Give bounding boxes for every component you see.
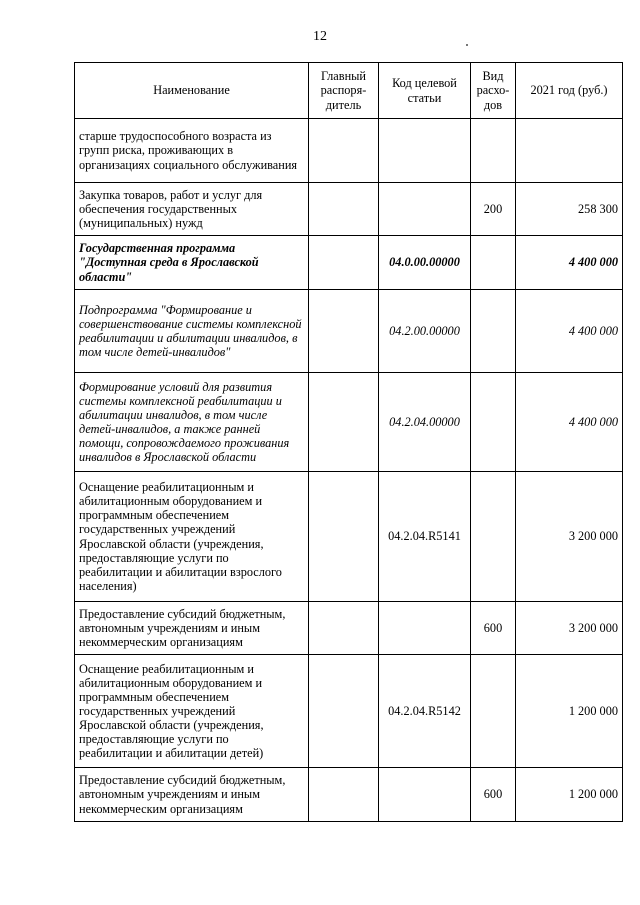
row-admin — [309, 768, 379, 822]
row-admin — [309, 373, 379, 472]
row-name: старше трудоспособного возраста из групп риска, проживающих в организациях социального обслуживания — [75, 119, 309, 183]
row-name: Предоставление субсидий бюджетным, автономным учреждениям и иным некоммерческим организациям — [75, 768, 309, 822]
row-code — [379, 183, 471, 236]
row-type — [471, 373, 516, 472]
row-name: Оснащение реабилитационным и абилитационным оборудованием и программным обеспечением государственных учреждений Ярославской области (учреждения, предоставляющие услуги по реабилитации и абилитации взрослого населения) — [75, 472, 309, 602]
row-amount: 3 200 000 — [516, 602, 623, 655]
row-type — [471, 236, 516, 290]
row-name: Формирование условий для развития системы комплексной реабилитации и абилитации инвалидов, в том числе детей-инвалидов, а также ранней помощи, сопровождаемого проживания инвалидов в Ярославской области — [75, 373, 309, 472]
table-row — [75, 655, 623, 768]
row-type: 600 — [471, 602, 516, 655]
row-type — [471, 290, 516, 373]
table-row — [75, 290, 623, 373]
row-code: 04.2.04.R5141 — [379, 472, 471, 602]
row-admin — [309, 183, 379, 236]
row-type: 600 — [471, 768, 516, 822]
header-name: Наименование — [75, 63, 309, 119]
row-name: Подпрограмма "Формирование и совершенствование системы комплексной реабилитации и абилитации инвалидов, в том числе детей-инвалидов" — [75, 290, 309, 373]
row-amount — [516, 119, 623, 183]
row-name: Оснащение реабилитационным и абилитационным оборудованием и программным обеспечением государственных учреждений Ярославской области (учреждения, предоставляющие услуги по реабилитации и абилитации детей) — [75, 655, 309, 768]
row-admin — [309, 236, 379, 290]
row-type — [471, 655, 516, 768]
row-name: Предоставление субсидий бюджетным, автономным учреждениям и иным некоммерческим организациям — [75, 602, 309, 655]
table-row — [75, 119, 623, 183]
row-code: 04.2.04.00000 — [379, 373, 471, 472]
table-row — [75, 472, 623, 602]
table-row — [75, 373, 623, 472]
row-amount: 1 200 000 — [516, 768, 623, 822]
row-amount: 1 200 000 — [516, 655, 623, 768]
header-code: Код целевой статьи — [379, 63, 471, 119]
row-type — [471, 119, 516, 183]
row-name: Закупка товаров, работ и услуг для обеспечения государственных (муниципальных) нужд — [75, 183, 309, 236]
budget-table — [74, 62, 623, 822]
row-amount: 4 400 000 — [516, 236, 623, 290]
row-code — [379, 602, 471, 655]
row-code — [379, 119, 471, 183]
row-amount: 4 400 000 — [516, 373, 623, 472]
row-admin — [309, 602, 379, 655]
table-row — [75, 768, 623, 822]
row-amount: 4 400 000 — [516, 290, 623, 373]
header-type: Вид расхо-дов — [471, 63, 516, 119]
table-row — [75, 236, 623, 290]
row-type: 200 — [471, 183, 516, 236]
row-admin — [309, 472, 379, 602]
row-admin — [309, 290, 379, 373]
table-row — [75, 602, 623, 655]
row-code: 04.2.00.00000 — [379, 290, 471, 373]
row-amount: 3 200 000 — [516, 472, 623, 602]
row-code: 04.2.04.R5142 — [379, 655, 471, 768]
row-type — [471, 472, 516, 602]
row-admin — [309, 119, 379, 183]
header-admin: Главный распоря-дитель — [309, 63, 379, 119]
table-header-row — [75, 63, 623, 119]
page-number: 12 — [313, 29, 327, 44]
header-amount: 2021 год (руб.) — [516, 63, 623, 119]
row-code: 04.0.00.00000 — [379, 236, 471, 290]
row-admin — [309, 655, 379, 768]
row-amount: 258 300 — [516, 183, 623, 236]
row-name: Государственная программа "Доступная среда в Ярославской области" — [75, 236, 309, 290]
scan-artifact-dot — [466, 44, 468, 46]
row-code — [379, 768, 471, 822]
table-row — [75, 183, 623, 236]
